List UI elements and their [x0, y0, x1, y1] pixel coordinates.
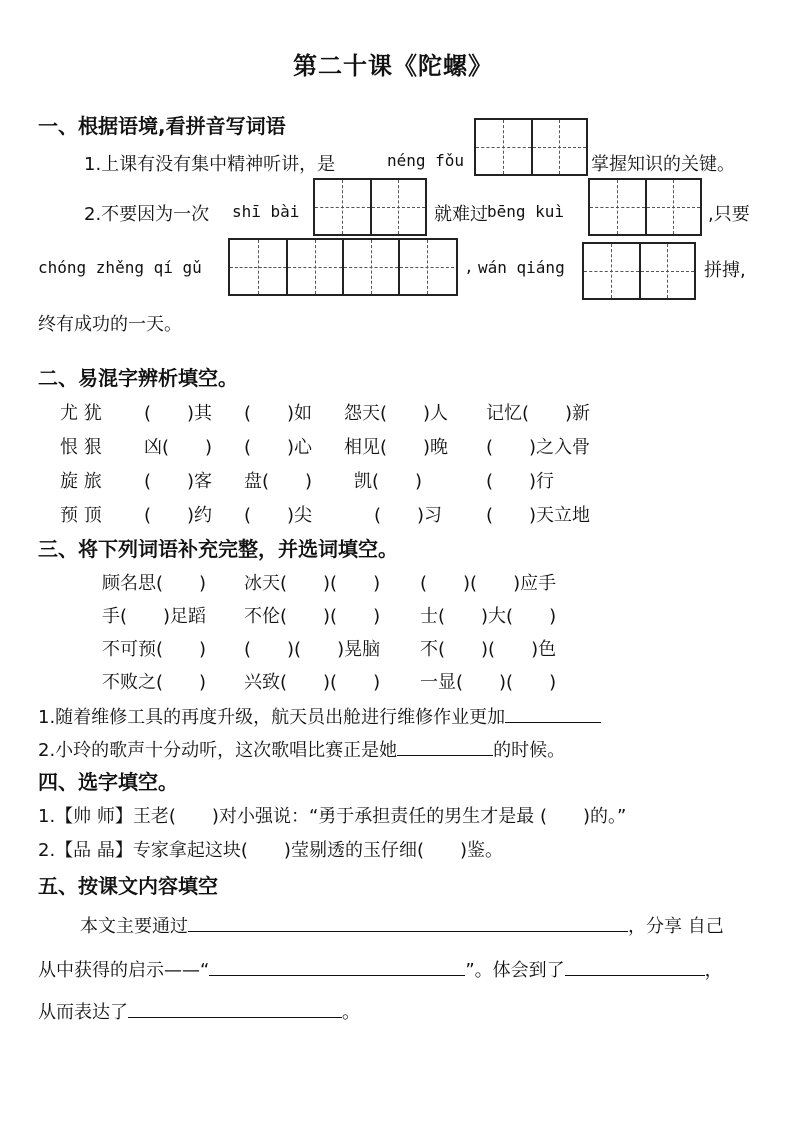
s1-pinyin-shi-bai: shī bài: [232, 202, 300, 221]
s5-line2-mid: ”。体会到了: [465, 960, 565, 981]
s1-line1-suffix: 掌握知识的关键。: [591, 154, 735, 175]
idiom-fill[interactable]: 兴致( )( ): [244, 672, 381, 693]
idiom-fill[interactable]: 不( )( )色: [420, 639, 557, 660]
s3-q1-text: 1.随着维修工具的再度升级，航天员出舱进行维修作业更加: [38, 707, 506, 728]
fill-item[interactable]: 盘( ): [244, 471, 313, 492]
idiom-fill[interactable]: 顾名思( ): [102, 573, 207, 594]
fill-item[interactable]: ( )心: [244, 437, 313, 458]
s2-row: [60, 399, 760, 423]
char-pair: 恨 狠: [60, 437, 102, 458]
s2-row: [60, 433, 760, 457]
s1-pinyin-chong-zheng-qi-gu: chóng zhěng qí gǔ: [38, 258, 202, 277]
answer-grid-neng-fou[interactable]: [474, 118, 588, 176]
idiom-fill[interactable]: ( )( )晃脑: [244, 639, 381, 660]
s5-line1-suffix: ，分享 自己: [628, 916, 724, 937]
char-pair: 尤 犹: [60, 403, 102, 424]
s1-line3-comma: ,: [466, 256, 472, 277]
idiom-fill[interactable]: 手( )足蹈: [102, 606, 207, 627]
fill-item[interactable]: 相见( )晚: [344, 437, 449, 458]
fill-item[interactable]: 凶( ): [144, 437, 213, 458]
s4-question-1[interactable]: 1.【帅 师】王老( )对小强说：“勇于承担责任的男生才是最 ( )的。”: [38, 806, 627, 827]
answer-blank[interactable]: [397, 737, 493, 756]
fill-item[interactable]: 凯( ): [354, 471, 423, 492]
idiom-fill[interactable]: 一显( )( ): [420, 672, 557, 693]
s1-line2-mid: 就难过: [434, 204, 488, 225]
s4-question-2[interactable]: 2.【品 晶】专家拿起这块( )莹剔透的玉仔细( )鉴。: [38, 840, 503, 861]
section-1-heading: 一、根据语境,看拼音写词语: [38, 114, 286, 138]
fill-item[interactable]: 记忆( )新: [486, 403, 591, 424]
fill-item[interactable]: ( )其: [144, 403, 213, 424]
page-title: 第二十课《陀螺》: [293, 52, 493, 80]
section-3-heading: 三、将下列词语补充完整，并选词填空。: [38, 537, 398, 561]
idiom-fill[interactable]: 不败之( ): [102, 672, 207, 693]
fill-item[interactable]: ( )天立地: [486, 505, 591, 526]
answer-grid-chong-zheng-qi-gu[interactable]: [228, 238, 458, 296]
s3-q2-prefix: 2.小玲的歌声十分动听，这次歌唱比赛正是她: [38, 740, 398, 761]
fill-item[interactable]: ( )习: [374, 505, 443, 526]
answer-grid-beng-kui[interactable]: [588, 178, 702, 236]
char-pair: 预 顶: [60, 505, 102, 526]
fill-item[interactable]: ( )之入骨: [486, 437, 591, 458]
section-4-heading: 四、选字填空。: [38, 770, 178, 794]
s1-pinyin-neng-fou: néng fǒu: [387, 151, 465, 170]
fill-item[interactable]: ( )尖: [244, 505, 313, 526]
fill-item[interactable]: ( )如: [244, 403, 313, 424]
s5-line3-suffix: 。: [342, 1002, 360, 1023]
idiom-fill[interactable]: ( )( )应手: [420, 573, 557, 594]
char-pair: 旋 旅: [60, 471, 102, 492]
idiom-fill[interactable]: 不伦( )( ): [244, 606, 381, 627]
s3-q2-suffix: 的时候。: [493, 740, 566, 761]
s1-line3-suffix: 拼搏,: [704, 260, 746, 281]
fill-item[interactable]: 怨天( )人: [344, 403, 449, 424]
idiom-fill[interactable]: 士( )大( ): [420, 606, 557, 627]
s3-row: [102, 602, 762, 626]
s3-row: [102, 668, 762, 692]
answer-blank[interactable]: [209, 957, 465, 976]
s3-question-1: [38, 703, 601, 729]
section-2-heading: 二、易混字辨析填空。: [38, 366, 238, 390]
section-5-heading: 五、按课文内容填空: [38, 874, 218, 898]
answer-blank[interactable]: [188, 913, 628, 932]
idiom-fill[interactable]: 冰天( )( ): [244, 573, 381, 594]
s3-row: [102, 635, 762, 659]
s2-row: [60, 501, 760, 525]
s5-line1: [80, 912, 724, 938]
s1-pinyin-wan-qiang: wán qiáng: [478, 258, 565, 277]
s1-line4: 终有成功的一天。: [38, 314, 182, 335]
s2-row: [60, 467, 760, 491]
answer-blank[interactable]: [565, 957, 705, 976]
s5-line1-prefix: 本文主要通过: [80, 916, 188, 937]
fill-item[interactable]: ( )客: [144, 471, 213, 492]
answer-grid-shi-bai[interactable]: [313, 178, 427, 236]
s3-question-2: [38, 736, 565, 762]
s1-line2-suffix: ,只要: [708, 204, 750, 225]
s5-line2-prefix: 从中获得的启示——“: [38, 960, 210, 981]
idiom-fill[interactable]: 不可预( ): [102, 639, 207, 660]
fill-item[interactable]: ( )约: [144, 505, 213, 526]
fill-item[interactable]: ( )行: [486, 471, 555, 492]
answer-grid-wan-qiang[interactable]: [582, 242, 696, 300]
s1-line2-prefix: 2.不要因为一次: [84, 204, 210, 225]
s5-line3: [38, 998, 360, 1024]
s1-line1-prefix: 1.上课有没有集中精神听讲，是: [84, 154, 336, 175]
s1-pinyin-beng-kui: bēng kuì: [487, 202, 565, 221]
s5-line2: [38, 956, 723, 982]
answer-blank[interactable]: [128, 999, 342, 1018]
s5-line3-prefix: 从而表达了: [38, 1002, 128, 1023]
s5-line2-suffix: ，: [704, 960, 723, 981]
answer-blank[interactable]: [505, 704, 601, 723]
s3-row: [102, 569, 762, 593]
